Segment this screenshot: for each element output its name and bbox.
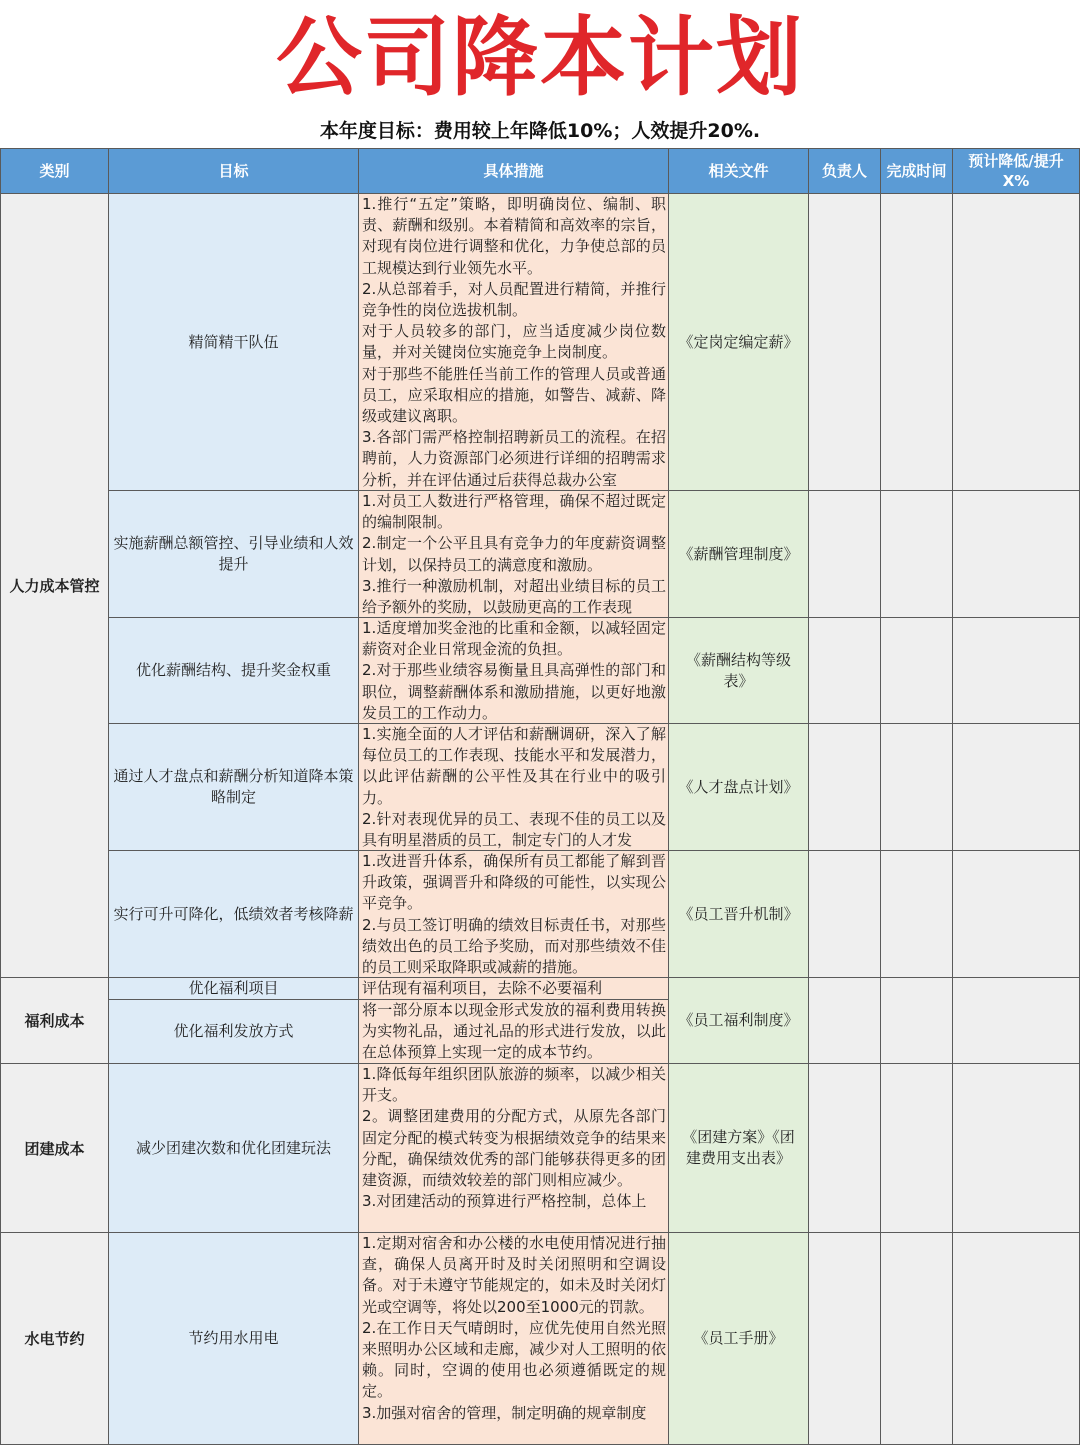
measure-text: 1.改进晋升体系，确保所有员工都能了解到晋升政策，强调晋升和降级的可能性，以实现公平竞争。	[362, 852, 666, 913]
owner-cell	[809, 724, 881, 851]
expected-rate-cell	[953, 618, 1080, 724]
goal-cell: 优化福利项目	[109, 978, 359, 1000]
measure-text: 将一部分原本以现金形式发放的福利费用转换为实物礼品，通过礼品的形式进行发放，以此在总体预算上实现一定的成本节约。	[362, 1001, 666, 1062]
header-deadline: 完成时间	[881, 149, 953, 194]
deadline-cell	[881, 978, 953, 1064]
file-cell: 《薪酬结构等级表》	[669, 618, 809, 724]
measure-text: 1.推行“五定”策略，即明确岗位、编制、职责、薪酬和级别。本着精简和高效率的宗旨，对现有岗位进行调整和优化，力争使总部的员工规模达到行业领先水平。	[362, 195, 666, 277]
goal-cell: 实行可升可降化，低绩效者考核降薪	[109, 851, 359, 978]
expected-rate-cell	[953, 1233, 1080, 1445]
measure-text: 3.各部门需严格控制招聘新员工的流程。在招聘前，人力资源部门必须进行详细的招聘需求分析，并在评估通过后获得总裁办公室	[362, 428, 666, 489]
table-row	[1, 978, 1080, 1000]
header-expected-rate: 预计降低/提升X%	[953, 149, 1080, 194]
goal-cell: 通过人才盘点和薪酬分析知道降本策略制定	[109, 724, 359, 851]
file-cell: 《员工晋升机制》	[669, 851, 809, 978]
expected-rate-cell	[953, 194, 1080, 491]
header-owner: 负责人	[809, 149, 881, 194]
cost-plan-table	[0, 148, 1080, 1445]
expected-rate-cell	[953, 491, 1080, 618]
measure-text: 1.实施全面的人才评估和薪酬调研，深入了解每位员工的工作表现、技能水平和发展潜力，以此评估薪酬的公平性及其在行业中的吸引力。	[362, 725, 666, 807]
category-cell: 福利成本	[1, 978, 109, 1064]
measures-cell	[359, 978, 669, 1000]
owner-cell	[809, 194, 881, 491]
owner-cell	[809, 1064, 881, 1233]
table-row	[1, 618, 1080, 724]
measure-text: 评估现有福利项目，去除不必要福利	[362, 979, 603, 997]
file-cell: 《员工手册》	[669, 1233, 809, 1445]
measure-text: 1.定期对宿舍和办公楼的水电使用情况进行抽查，确保人员离开时及时关闭照明和空调设备。对于未遵守节能规定的，如未及时关闭灯光或空调等，将处以200至1000元的罚款。	[362, 1234, 666, 1316]
measures-cell	[359, 724, 669, 851]
owner-cell	[809, 851, 881, 978]
goal-cell: 实施薪酬总额管控、引导业绩和人效提升	[109, 491, 359, 618]
goal-cell: 优化福利发放方式	[109, 1000, 359, 1064]
goal-cell: 优化薪酬结构、提升奖金权重	[109, 618, 359, 724]
owner-cell	[809, 1233, 881, 1445]
measures-cell	[359, 491, 669, 618]
measure-text: 2。调整团建费用的分配方式，从原先各部门固定分配的模式转变为根据绩效竞争的结果来分配，确保绩效优秀的部门能够获得更多的团建资源，而绩效较差的部门则相应减少。	[362, 1107, 666, 1190]
page-title: 公司降本计划	[276, 8, 804, 108]
file-cell: 《团建方案》《团建费用支出表》	[669, 1064, 809, 1233]
measure-text: 2.在工作日天气晴朗时，应优先使用自然光照来照明办公区域和走廊，减少对人工照明的依赖。同时，空调的使用也必须遵循既定的规定。	[362, 1318, 666, 1401]
measure-text: 对于那些不能胜任当前工作的管理人员或普通员工，应采取相应的措施，如警告、减薪、降级或建议离职。	[362, 364, 666, 426]
table-header-row	[1, 149, 1080, 194]
deadline-cell	[881, 491, 953, 618]
category-cell: 人力成本管控	[1, 194, 109, 978]
table-row	[1, 724, 1080, 851]
measure-text: 2.与员工签订明确的绩效目标责任书，对那些绩效出色的员工给予奖励，而对那些绩效不佳的员工则采取降职或减薪的措施。	[362, 915, 666, 977]
goal-cell: 减少团建次数和优化团建玩法	[109, 1064, 359, 1233]
measure-text: 对于人员较多的部门，应当适度减少岗位数量，并对关键岗位实施竞争上岗制度。	[362, 322, 666, 362]
category-cell: 团建成本	[1, 1064, 109, 1233]
measure-text: 1.适度增加奖金池的比重和金额，以减轻固定薪资对企业日常现金流的负担。	[362, 619, 666, 659]
table-row	[1, 491, 1080, 618]
file-cell: 《薪酬管理制度》	[669, 491, 809, 618]
measures-cell	[359, 851, 669, 978]
file-cell: 《员工福利制度》	[669, 978, 809, 1064]
measure-text: 3.对团建活动的预算进行严格控制，总体上	[362, 1192, 647, 1211]
page-subtitle: 本年度目标：费用较上年降低10%；人效提升20%.	[319, 120, 761, 142]
expected-rate-cell	[953, 1064, 1080, 1233]
file-cell: 《人才盘点计划》	[669, 724, 809, 851]
goal-cell: 精简精干队伍	[109, 194, 359, 491]
expected-rate-cell	[953, 851, 1080, 978]
deadline-cell	[881, 1233, 953, 1445]
deadline-cell	[881, 618, 953, 724]
goal-cell: 节约用水用电	[109, 1233, 359, 1445]
measures-cell	[359, 1064, 669, 1233]
owner-cell	[809, 618, 881, 724]
measures-cell	[359, 1000, 669, 1064]
expected-rate-cell	[953, 724, 1080, 851]
owner-cell	[809, 491, 881, 618]
measure-text: 2.制定一个公平且具有竞争力的年度薪资调整计划，以保持员工的满意度和激励。	[362, 534, 666, 574]
owner-cell	[809, 978, 881, 1064]
measure-text: 1.对员工人数进行严格管理，确保不超过既定的编制限制。	[362, 492, 666, 532]
table-row	[1, 1064, 1080, 1233]
table-row	[1, 194, 1080, 491]
measure-text: 3.推行一种激励机制，对超出业绩目标的员工给予额外的奖励，以鼓励更高的工作表现	[362, 576, 666, 617]
category-cell: 水电节约	[1, 1233, 109, 1445]
deadline-cell	[881, 1064, 953, 1233]
header-measures: 具体措施	[359, 149, 669, 194]
deadline-cell	[881, 851, 953, 978]
measure-text: 2.从总部着手，对人员配置进行精简，并推行竞争性的岗位选拔机制。	[362, 279, 666, 320]
table-row	[1, 851, 1080, 978]
expected-rate-cell	[953, 978, 1080, 1064]
header-category: 类别	[1, 149, 109, 194]
file-cell: 《定岗定编定薪》	[669, 194, 809, 491]
measures-cell	[359, 1233, 669, 1445]
table-row	[1, 1233, 1080, 1445]
deadline-cell	[881, 194, 953, 491]
measure-text: 3.加强对宿舍的管理，制定明确的规章制度	[362, 1403, 647, 1422]
measure-text: 2.针对表现优异的员工、表现不佳的员工以及具有明星潜质的员工，制定专门的人才发	[362, 809, 666, 850]
measure-text: 1.降低每年组织团队旅游的频率，以减少相关开支。	[362, 1065, 666, 1105]
measures-cell	[359, 194, 669, 491]
header-goal: 目标	[109, 149, 359, 194]
measure-text: 2.对于那些业绩容易衡量且具高弹性的部门和职位，调整薪酬体系和激励措施，以更好地激发员工的工作动力。	[362, 661, 666, 722]
header-file: 相关文件	[669, 149, 809, 194]
deadline-cell	[881, 724, 953, 851]
measures-cell	[359, 618, 669, 724]
